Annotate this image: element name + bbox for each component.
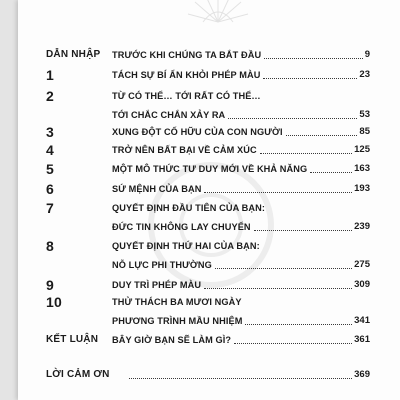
dot-leader (234, 343, 352, 344)
page-number: 275 (354, 259, 370, 270)
chapter-number: 5 (46, 161, 54, 177)
dot-leader (254, 230, 352, 231)
dot-leader (310, 172, 352, 173)
toc-entry-continuation[interactable] (18, 107, 400, 123)
page-number: 9 (364, 49, 370, 60)
toc-entry[interactable] (18, 88, 400, 104)
toc-entry-continuation[interactable] (18, 313, 400, 329)
chapter-number: 7 (46, 200, 54, 216)
chapter-title: QUYẾT ĐỊNH ĐẦU TIÊN CỦA BẠN: (112, 203, 266, 213)
toc-entry[interactable] (18, 294, 400, 310)
dot-leader (263, 78, 357, 79)
chapter-number: 9 (46, 277, 54, 293)
chapter-title: TRỞ NÊN BẤT BẠI VỀ CẢM XÚC (112, 145, 257, 155)
chapter-subtitle: PHƯƠNG TRÌNH MẦU NHIỆM (112, 316, 243, 326)
toc-entry[interactable] (18, 367, 400, 383)
toc-entry[interactable] (18, 277, 400, 293)
toc-entry[interactable] (18, 161, 400, 177)
page-number: 23 (359, 69, 370, 80)
page-number: 361 (354, 334, 370, 345)
chapter-number: 1 (46, 67, 54, 83)
chapter-number: KẾT LUẬN (46, 334, 99, 345)
toc-entry[interactable] (18, 200, 400, 216)
chapter-subtitle: ĐỨC TIN KHÔNG LAY CHUYỂN (112, 222, 251, 232)
chapter-title: QUYẾT ĐỊNH THỨ HAI CỦA BẠN: (112, 241, 260, 251)
dot-leader (286, 135, 358, 136)
page-number: 369 (354, 369, 370, 380)
chapter-subtitle: NỖ LỰC PHI THƯỜNG (112, 260, 212, 270)
chapter-number: 3 (46, 124, 54, 140)
dot-leader (260, 153, 352, 154)
sunburst-emblem-icon (183, 0, 253, 34)
toc-entry[interactable] (18, 181, 400, 197)
page-number: 53 (359, 109, 370, 120)
page-number: 85 (359, 126, 370, 137)
chapter-title: XUNG ĐỘT CỐ HỮU CỦA CON NGƯỜI (112, 127, 283, 137)
page-number: 341 (354, 315, 370, 326)
chapter-subtitle: TỚI CHẮC CHẮN XẢY RA (112, 110, 226, 120)
toc-entry[interactable] (18, 238, 400, 254)
chapter-title: TÁCH SỰ BÍ ẨN KHỎI PHÉP MÀU (112, 70, 261, 80)
dot-leader (129, 378, 352, 379)
toc-entry[interactable] (18, 124, 400, 140)
chapter-title: TRƯỚC KHI CHÚNG TA BẮT ĐẦU (112, 50, 262, 60)
chapter-title: DUY TRÌ PHÉP MÀU (112, 280, 202, 290)
dot-leader (264, 58, 362, 59)
toc-entry-continuation[interactable] (18, 257, 400, 273)
chapter-number: 8 (46, 238, 54, 254)
dot-leader (228, 118, 357, 119)
chapter-number: DẪN NHẬP (46, 49, 101, 60)
page-number: 193 (354, 183, 370, 194)
chapter-number: 4 (46, 142, 54, 158)
toc-entry-continuation[interactable] (18, 219, 400, 235)
book-page (18, 0, 400, 400)
dot-leader (204, 288, 352, 289)
dot-leader (204, 192, 352, 193)
toc-entry[interactable] (18, 142, 400, 158)
chapter-title: SỨ MỆNH CỦA BẠN (112, 184, 202, 194)
page-number: 239 (354, 221, 370, 232)
dot-leader (245, 324, 352, 325)
dot-leader (215, 268, 352, 269)
page-number: 163 (354, 163, 370, 174)
chapter-number: LỜI CẢM ƠN (46, 369, 110, 380)
page-number: 125 (354, 144, 370, 155)
toc-entry[interactable] (18, 332, 400, 348)
chapter-number: 2 (46, 88, 54, 104)
toc-entry[interactable] (18, 67, 400, 83)
chapter-title: MỘT MÔ THỨC TƯ DUY MỚI VỀ KHẢ NĂNG (112, 164, 308, 174)
toc-entry[interactable] (18, 47, 400, 63)
chapter-number: 10 (46, 294, 62, 310)
page-number: 309 (354, 279, 370, 290)
chapter-title: THỬ THÁCH BA MƯƠI NGÀY (112, 297, 242, 307)
chapter-title: BÂY GIỜ BẠN SẼ LÀM GÌ? (112, 335, 232, 345)
chapter-number: 6 (46, 181, 54, 197)
chapter-title: TỪ CÓ THỂ… TỚI RẤT CÓ THỂ… (112, 91, 261, 101)
